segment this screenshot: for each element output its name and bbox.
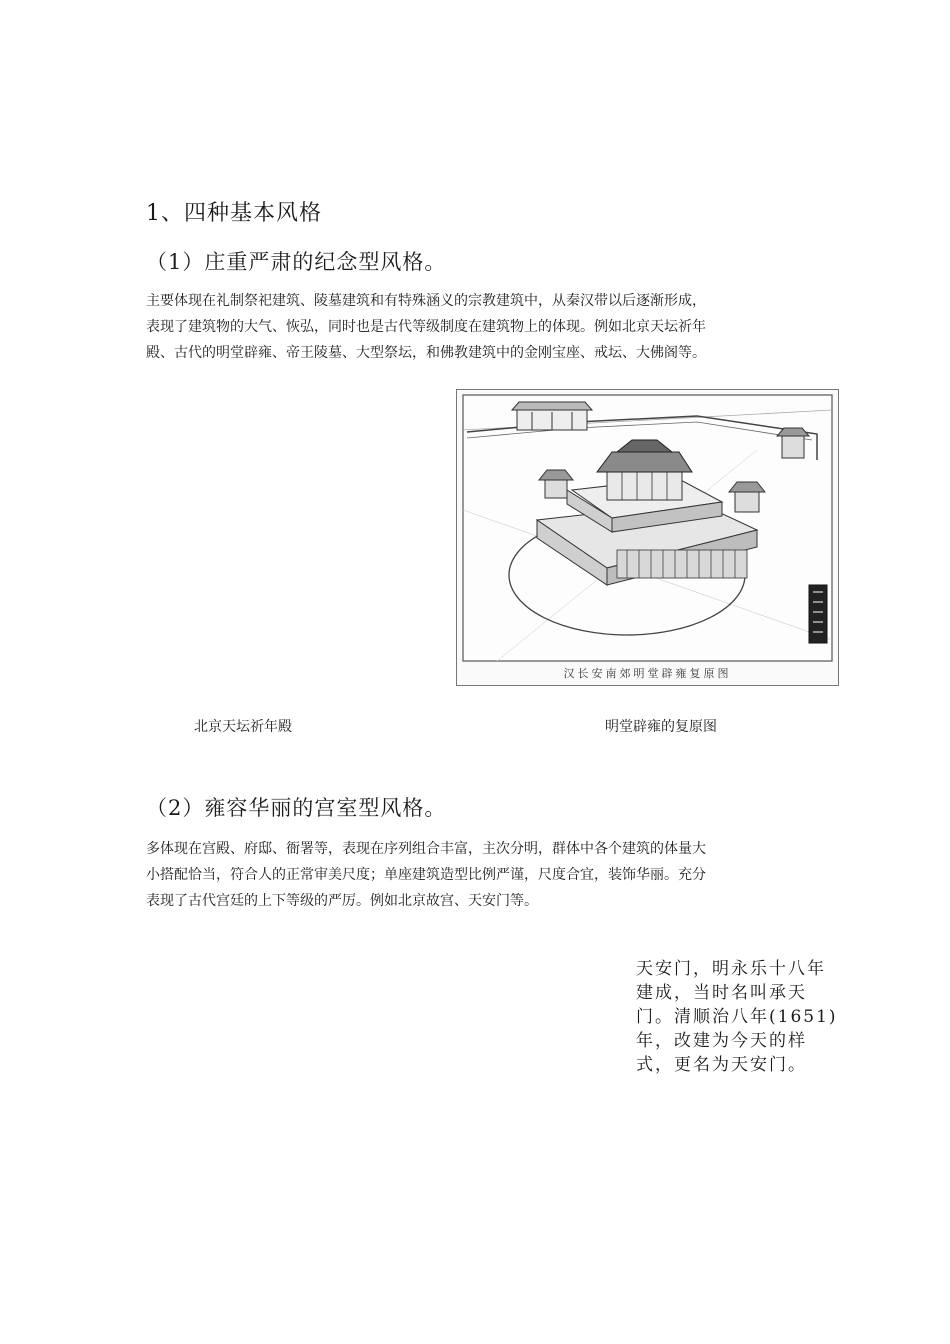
caption-tiantan: 北京天坛祈年殿 (194, 719, 292, 735)
mingtang-biyong-drawing (457, 390, 838, 685)
style2-paragraph (146, 836, 814, 914)
section-heading: 1、四种基本风格 (146, 201, 322, 226)
style1-heading: （1）庄重严肃的纪念型风格。 (146, 250, 447, 274)
paragraph-line: 主要体现在礼制祭祀建筑、陵墓建筑和有特殊涵义的宗教建筑中，从秦汉带以后逐渐形成， (146, 293, 706, 309)
paragraph-line: 表现了建筑物的大气、恢弘，同时也是古代等级制度在建筑物上的体现。例如北京天坛祈年 (146, 319, 706, 335)
note-line: 式，更名为天安门。 (636, 1055, 807, 1075)
style2-heading: （2）雍容华丽的宫室型风格。 (146, 796, 447, 820)
mingtang-biyong-illustration (456, 389, 839, 686)
paragraph-line: 表现了古代宫廷的上下等级的严厉。例如北京故宫、天安门等。 (146, 893, 538, 909)
paragraph-line: 多体现在宫殿、府邸、衙署等，表现在序列组合丰富，主次分明，群体中各个建筑的体量大 (146, 841, 706, 857)
note-line: 天安门，明永乐十八年 (636, 959, 826, 979)
paragraph-line: 殿、古代的明堂辟雍、帝王陵墓、大型祭坛，和佛教建筑中的金刚宝座、戒坛、大佛阁等。 (146, 345, 706, 361)
caption-mingtang: 明堂辟雍的复原图 (605, 719, 717, 735)
note-line: 建成，当时名叫承天 (636, 983, 807, 1003)
tiananmen-note (636, 957, 836, 1077)
note-line: 年，改建为今天的样 (636, 1031, 807, 1051)
style1-paragraph (146, 288, 814, 366)
paragraph-line: 小搭配恰当，符合人的正常审美尺度；单座建筑造型比例严谨，尺度合宜，装饰华丽。充分 (146, 867, 706, 883)
figure-inner-caption: 汉长安南郊明堂辟雍复原图 (563, 667, 732, 680)
note-line: 门。清顺治八年(1651) (636, 1007, 838, 1027)
